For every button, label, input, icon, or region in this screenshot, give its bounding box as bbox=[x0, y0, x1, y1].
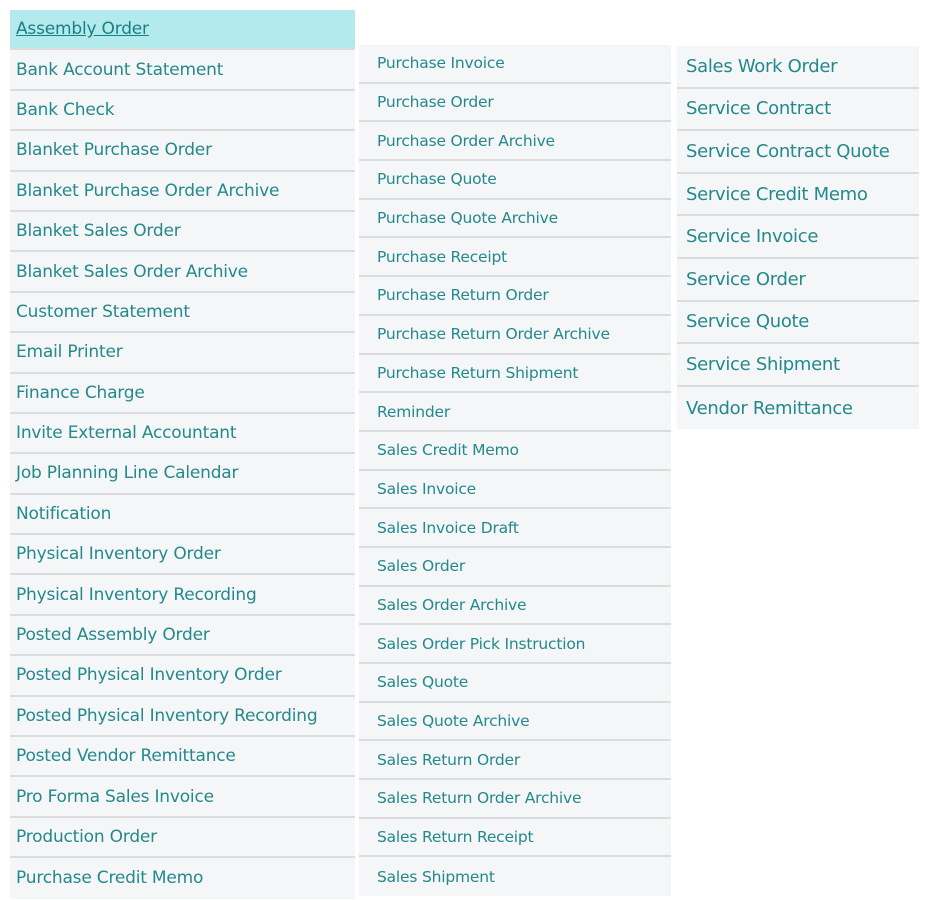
list-item-link[interactable]: Blanket Sales Order Archive bbox=[10, 252, 355, 292]
list-item-link[interactable]: Blanket Purchase Order bbox=[10, 131, 355, 171]
list-item-link[interactable]: Pro Forma Sales Invoice bbox=[10, 777, 355, 817]
list-item-link[interactable]: Finance Charge bbox=[10, 374, 355, 414]
list-item-link[interactable]: Sales Return Order Archive bbox=[359, 780, 671, 819]
list-item-link[interactable]: Sales Order Pick Instruction bbox=[359, 625, 671, 664]
list-item-link[interactable]: Email Printer bbox=[10, 333, 355, 373]
report-list-column-3 bbox=[677, 46, 919, 429]
list-item-link[interactable]: Job Planning Line Calendar bbox=[10, 454, 355, 494]
report-list-column-2 bbox=[359, 45, 671, 896]
list-item-link[interactable]: Service Order bbox=[677, 259, 919, 302]
list-item-link[interactable]: Sales Invoice bbox=[359, 471, 671, 510]
list-item-link[interactable]: Purchase Quote Archive bbox=[359, 200, 671, 239]
list-item-link[interactable]: Purchase Return Order bbox=[359, 277, 671, 316]
list-item-link[interactable]: Purchase Credit Memo bbox=[16, 868, 204, 889]
report-list-column-1 bbox=[10, 10, 355, 899]
list-item-link[interactable]: Sales Order Archive bbox=[359, 587, 671, 626]
list-item-link[interactable]: Sales Work Order bbox=[677, 46, 919, 89]
list-item-link[interactable]: Invite External Accountant bbox=[10, 414, 355, 454]
list-item-link[interactable]: Service Invoice bbox=[677, 216, 919, 259]
list-item-link[interactable]: Reminder bbox=[359, 393, 671, 432]
list-item-link[interactable]: Purchase Receipt bbox=[359, 238, 671, 277]
list-item-link[interactable]: Sales Order bbox=[359, 548, 671, 587]
list-item-link[interactable]: Physical Inventory Recording bbox=[10, 575, 355, 615]
list-item-link[interactable]: Service Credit Memo bbox=[677, 174, 919, 217]
list-item-link[interactable]: Physical Inventory Order bbox=[10, 535, 355, 575]
list-item-link[interactable]: Service Quote bbox=[677, 302, 919, 345]
list-item-link[interactable]: Sales Quote Archive bbox=[359, 703, 671, 742]
list-item-link[interactable]: Bank Account Statement bbox=[10, 50, 355, 90]
list-item-link[interactable]: Sales Return Order bbox=[359, 741, 671, 780]
list-item-link[interactable]: Blanket Purchase Order Archive bbox=[10, 172, 355, 212]
list-item-link[interactable]: Posted Physical Inventory Order bbox=[10, 656, 355, 696]
list-item-link[interactable]: Service Shipment bbox=[677, 344, 919, 387]
list-item-link[interactable]: Posted Assembly Order bbox=[10, 616, 355, 656]
list-item-link[interactable]: Sales Invoice Draft bbox=[359, 509, 671, 548]
list-item-link[interactable]: Customer Statement bbox=[10, 293, 355, 333]
list-item-link[interactable]: Posted Physical Inventory Recording bbox=[10, 697, 355, 737]
list-item-link[interactable]: Sales Return Receipt bbox=[359, 819, 671, 858]
list-item-link[interactable]: Purchase Invoice bbox=[359, 45, 671, 84]
list-item-link[interactable]: Vendor Remittance bbox=[686, 397, 853, 419]
list-item-link[interactable]: Purchase Order Archive bbox=[359, 122, 671, 161]
list-item-link[interactable]: Purchase Return Shipment bbox=[359, 355, 671, 394]
list-item-link[interactable]: Production Order bbox=[10, 818, 355, 858]
list-item-link[interactable]: Purchase Return Order Archive bbox=[359, 316, 671, 355]
list-item-link[interactable]: Assembly Order bbox=[10, 10, 355, 50]
list-item-link[interactable]: Service Contract bbox=[677, 89, 919, 132]
list-item-link[interactable]: Sales Quote bbox=[359, 664, 671, 703]
list-item-link[interactable]: Bank Check bbox=[10, 91, 355, 131]
list-item-link[interactable]: Posted Vendor Remittance bbox=[10, 737, 355, 777]
list-item-link[interactable]: Service Contract Quote bbox=[677, 131, 919, 174]
list-item-link[interactable]: Sales Shipment bbox=[377, 867, 495, 886]
list-item-link[interactable]: Purchase Order bbox=[359, 84, 671, 123]
list-item-link[interactable]: Sales Credit Memo bbox=[359, 432, 671, 471]
list-item-link[interactable]: Blanket Sales Order bbox=[10, 212, 355, 252]
list-item-link[interactable]: Purchase Quote bbox=[359, 161, 671, 200]
list-item-link[interactable]: Notification bbox=[10, 495, 355, 535]
